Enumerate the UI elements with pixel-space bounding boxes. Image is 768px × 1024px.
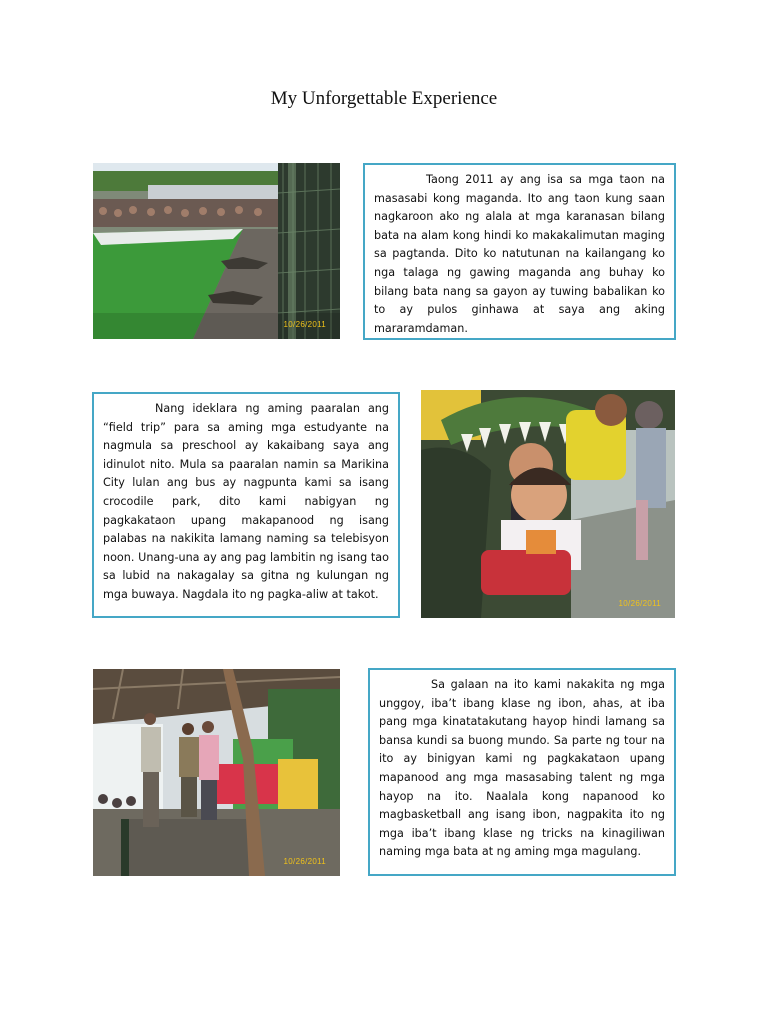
paragraph-box-3 bbox=[368, 668, 676, 876]
photo-date-stamp: 10/26/2011 bbox=[283, 320, 326, 329]
paragraph-box-2 bbox=[92, 392, 400, 618]
paragraph-text: Nang ideklara ng aming paaralan ang “field trip” para sa aming mga estudyante na nagmula sa preschool ay kakaibang saya ang idinulot nito. Mula sa paaralan namin sa Marikina City lulan ang bus ay nagpunta kami sa isang crocodile park, dito kami nabigyan ng pagkakataon upang makapanood ng isang palabas na nakikita lamang naming sa telebisyon noon. Unang-una ay ang pag lambitin ng isang tao sa lubid na nakagalay sa gitna ng kulungan ng mga buwaya. Nagdala ito ng pagka-aliw at takot. bbox=[103, 402, 389, 601]
animal-show-photo bbox=[93, 669, 340, 876]
crocodile-pool-photo bbox=[93, 163, 340, 339]
photo-date-stamp: 10/26/2011 bbox=[618, 599, 661, 608]
photo-date-stamp: 10/26/2011 bbox=[283, 857, 326, 866]
page-title: My Unforgettable Experience bbox=[270, 88, 498, 109]
paragraph-text: Sa galaan na ito kami nakakita ng mga unggoy, iba’t ibang klase ng ibon, ahas, at iba pang mga kinatatakutang hayop hindi lamang sa bansa kundi sa buong mundo. Sa parte ng tour na ito ay binigyan kami ng pagkakataon upang mapanood ang mga masasabing talent ng mga hayop na ito. Naalala kong napanood ko magbasketball ang isang ibon, nagpakita ito ng mga iba’t ibang klase ng tricks na kinagiliwan naming mga bata at ng aming mga magulang. bbox=[379, 678, 665, 859]
paragraph-text: Taong 2011 ay ang isa sa mga taon na masasabi kong maganda. Ito ang taon kung saan nagkaroon ako ng alala at mga karanasan bilang bata na alam kong hindi ko makakalimutan maging sa pagtanda. Dito ko natutunan na kailangang ko nga talaga ng gawing maganda ang buhay ko bilang bata nang sa gayon ay tuwing babalikan ko to ay pulos ginhawa at saya ang aking mararamdaman. bbox=[374, 173, 665, 335]
children-crocodile-statue-photo bbox=[421, 390, 675, 618]
paragraph-box-1 bbox=[363, 163, 676, 340]
